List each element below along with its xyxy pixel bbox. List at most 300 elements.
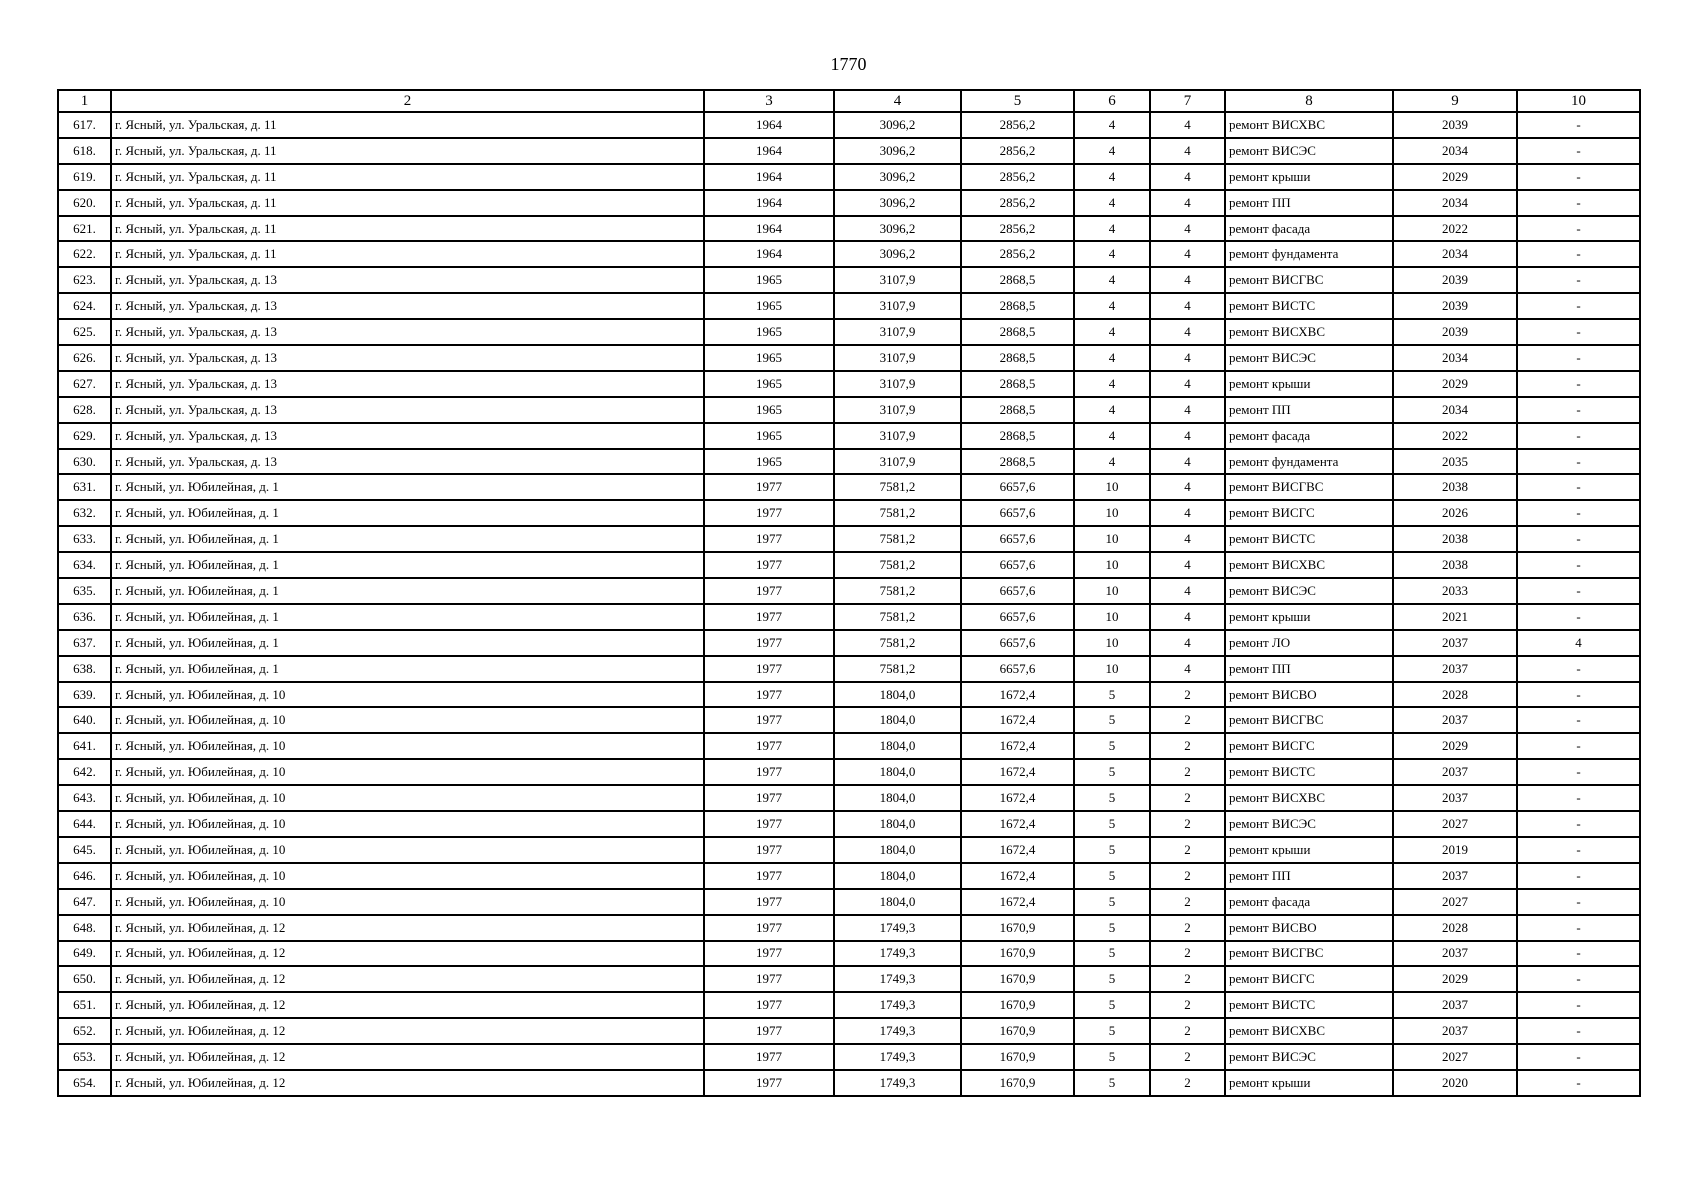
floors-cell: 5 xyxy=(1074,733,1150,759)
row-number-cell: 622. xyxy=(58,241,111,267)
row-number-cell: 642. xyxy=(58,759,111,785)
living-area-cell: 1672,4 xyxy=(961,863,1074,889)
living-area-cell: 2868,5 xyxy=(961,449,1074,475)
year-built-cell: 1965 xyxy=(704,371,834,397)
address-cell: г. Ясный, ул. Юбилейная, д. 10 xyxy=(111,889,704,915)
living-area-cell: 2856,2 xyxy=(961,216,1074,242)
work-type-cell: ремонт ВИСГС xyxy=(1225,966,1393,992)
extra-value-cell: - xyxy=(1517,578,1640,604)
planned-year-cell: 2037 xyxy=(1393,1018,1517,1044)
entrances-cell: 4 xyxy=(1150,578,1225,604)
floors-cell: 10 xyxy=(1074,526,1150,552)
planned-year-cell: 2029 xyxy=(1393,371,1517,397)
row-number-cell: 631. xyxy=(58,474,111,500)
extra-value-cell: - xyxy=(1517,837,1640,863)
living-area-cell: 2856,2 xyxy=(961,112,1074,138)
floors-cell: 5 xyxy=(1074,682,1150,708)
planned-year-cell: 2027 xyxy=(1393,889,1517,915)
entrances-cell: 2 xyxy=(1150,759,1225,785)
planned-year-cell: 2034 xyxy=(1393,345,1517,371)
row-number-cell: 617. xyxy=(58,112,111,138)
year-built-cell: 1977 xyxy=(704,941,834,967)
total-area-cell: 3096,2 xyxy=(834,164,961,190)
living-area-cell: 6657,6 xyxy=(961,604,1074,630)
header-cell-4: 4 xyxy=(834,90,961,112)
living-area-cell: 1670,9 xyxy=(961,966,1074,992)
total-area-cell: 7581,2 xyxy=(834,604,961,630)
planned-year-cell: 2038 xyxy=(1393,552,1517,578)
work-type-cell: ремонт ВИСВО xyxy=(1225,682,1393,708)
total-area-cell: 1804,0 xyxy=(834,837,961,863)
planned-year-cell: 2037 xyxy=(1393,785,1517,811)
extra-value-cell: - xyxy=(1517,707,1640,733)
extra-value-cell: - xyxy=(1517,863,1640,889)
planned-year-cell: 2022 xyxy=(1393,216,1517,242)
planned-year-cell: 2039 xyxy=(1393,267,1517,293)
row-number-cell: 630. xyxy=(58,449,111,475)
entrances-cell: 4 xyxy=(1150,190,1225,216)
extra-value-cell: - xyxy=(1517,733,1640,759)
living-area-cell: 1672,4 xyxy=(961,682,1074,708)
living-area-cell: 1670,9 xyxy=(961,941,1074,967)
living-area-cell: 6657,6 xyxy=(961,526,1074,552)
address-cell: г. Ясный, ул. Юбилейная, д. 1 xyxy=(111,552,704,578)
work-type-cell: ремонт крыши xyxy=(1225,1070,1393,1096)
header-cell-7: 7 xyxy=(1150,90,1225,112)
table-row xyxy=(58,863,1640,889)
living-area-cell: 6657,6 xyxy=(961,630,1074,656)
entrances-cell: 2 xyxy=(1150,941,1225,967)
entrances-cell: 2 xyxy=(1150,682,1225,708)
extra-value-cell: - xyxy=(1517,267,1640,293)
living-area-cell: 1672,4 xyxy=(961,759,1074,785)
extra-value-cell: - xyxy=(1517,785,1640,811)
row-number-cell: 633. xyxy=(58,526,111,552)
year-built-cell: 1964 xyxy=(704,190,834,216)
header-cell-3: 3 xyxy=(704,90,834,112)
year-built-cell: 1965 xyxy=(704,397,834,423)
extra-value-cell: - xyxy=(1517,526,1640,552)
row-number-cell: 637. xyxy=(58,630,111,656)
table-row xyxy=(58,889,1640,915)
year-built-cell: 1977 xyxy=(704,526,834,552)
floors-cell: 4 xyxy=(1074,164,1150,190)
address-cell: г. Ясный, ул. Юбилейная, д. 12 xyxy=(111,915,704,941)
entrances-cell: 4 xyxy=(1150,474,1225,500)
planned-year-cell: 2034 xyxy=(1393,241,1517,267)
year-built-cell: 1965 xyxy=(704,267,834,293)
planned-year-cell: 2039 xyxy=(1393,319,1517,345)
planned-year-cell: 2037 xyxy=(1393,630,1517,656)
year-built-cell: 1977 xyxy=(704,1044,834,1070)
entrances-cell: 4 xyxy=(1150,319,1225,345)
planned-year-cell: 2038 xyxy=(1393,526,1517,552)
extra-value-cell: - xyxy=(1517,138,1640,164)
year-built-cell: 1977 xyxy=(704,552,834,578)
total-area-cell: 7581,2 xyxy=(834,656,961,682)
extra-value-cell: - xyxy=(1517,604,1640,630)
table-row xyxy=(58,966,1640,992)
work-type-cell: ремонт ВИСГС xyxy=(1225,500,1393,526)
table-row xyxy=(58,552,1640,578)
work-type-cell: ремонт крыши xyxy=(1225,164,1393,190)
header-cell-1: 1 xyxy=(58,90,111,112)
extra-value-cell: - xyxy=(1517,915,1640,941)
extra-value-cell: - xyxy=(1517,190,1640,216)
row-number-cell: 652. xyxy=(58,1018,111,1044)
total-area-cell: 3096,2 xyxy=(834,112,961,138)
year-built-cell: 1977 xyxy=(704,682,834,708)
work-type-cell: ремонт ВИСХВС xyxy=(1225,1018,1393,1044)
work-type-cell: ремонт ВИСТС xyxy=(1225,759,1393,785)
address-cell: г. Ясный, ул. Юбилейная, д. 1 xyxy=(111,604,704,630)
planned-year-cell: 2034 xyxy=(1393,138,1517,164)
entrances-cell: 4 xyxy=(1150,112,1225,138)
table-row xyxy=(58,267,1640,293)
planned-year-cell: 2029 xyxy=(1393,966,1517,992)
work-type-cell: ремонт ВИСЭС xyxy=(1225,138,1393,164)
address-cell: г. Ясный, ул. Юбилейная, д. 10 xyxy=(111,759,704,785)
header-cell-10: 10 xyxy=(1517,90,1640,112)
table-row xyxy=(58,112,1640,138)
work-type-cell: ремонт ПП xyxy=(1225,190,1393,216)
planned-year-cell: 2019 xyxy=(1393,837,1517,863)
extra-value-cell: - xyxy=(1517,216,1640,242)
work-type-cell: ремонт фасада xyxy=(1225,423,1393,449)
total-area-cell: 3107,9 xyxy=(834,449,961,475)
address-cell: г. Ясный, ул. Юбилейная, д. 10 xyxy=(111,707,704,733)
total-area-cell: 1804,0 xyxy=(834,889,961,915)
floors-cell: 5 xyxy=(1074,759,1150,785)
table-row xyxy=(58,138,1640,164)
table-row xyxy=(58,1070,1640,1096)
year-built-cell: 1977 xyxy=(704,759,834,785)
address-cell: г. Ясный, ул. Уральская, д. 13 xyxy=(111,371,704,397)
floors-cell: 4 xyxy=(1074,371,1150,397)
floors-cell: 5 xyxy=(1074,1018,1150,1044)
address-cell: г. Ясный, ул. Юбилейная, д. 12 xyxy=(111,966,704,992)
floors-cell: 10 xyxy=(1074,604,1150,630)
year-built-cell: 1977 xyxy=(704,837,834,863)
address-cell: г. Ясный, ул. Юбилейная, д. 1 xyxy=(111,526,704,552)
address-cell: г. Ясный, ул. Уральская, д. 13 xyxy=(111,397,704,423)
floors-cell: 5 xyxy=(1074,707,1150,733)
entrances-cell: 2 xyxy=(1150,837,1225,863)
row-number-cell: 640. xyxy=(58,707,111,733)
floors-cell: 4 xyxy=(1074,267,1150,293)
row-number-cell: 624. xyxy=(58,293,111,319)
planned-year-cell: 2027 xyxy=(1393,811,1517,837)
floors-cell: 4 xyxy=(1074,319,1150,345)
total-area-cell: 1804,0 xyxy=(834,759,961,785)
entrances-cell: 2 xyxy=(1150,1044,1225,1070)
work-type-cell: ремонт ПП xyxy=(1225,863,1393,889)
row-number-cell: 634. xyxy=(58,552,111,578)
address-cell: г. Ясный, ул. Уральская, д. 11 xyxy=(111,241,704,267)
address-cell: г. Ясный, ул. Юбилейная, д. 10 xyxy=(111,733,704,759)
table-row xyxy=(58,164,1640,190)
total-area-cell: 1749,3 xyxy=(834,966,961,992)
year-built-cell: 1965 xyxy=(704,449,834,475)
header-row xyxy=(58,90,1640,112)
floors-cell: 5 xyxy=(1074,966,1150,992)
entrances-cell: 4 xyxy=(1150,526,1225,552)
header-cell-8: 8 xyxy=(1225,90,1393,112)
work-type-cell: ремонт фасада xyxy=(1225,216,1393,242)
work-type-cell: ремонт ВИСХВС xyxy=(1225,112,1393,138)
planned-year-cell: 2037 xyxy=(1393,656,1517,682)
planned-year-cell: 2028 xyxy=(1393,915,1517,941)
row-number-cell: 653. xyxy=(58,1044,111,1070)
total-area-cell: 3107,9 xyxy=(834,397,961,423)
total-area-cell: 7581,2 xyxy=(834,526,961,552)
living-area-cell: 1670,9 xyxy=(961,1018,1074,1044)
living-area-cell: 1670,9 xyxy=(961,1070,1074,1096)
address-cell: г. Ясный, ул. Уральская, д. 11 xyxy=(111,164,704,190)
living-area-cell: 6657,6 xyxy=(961,656,1074,682)
table-row xyxy=(58,785,1640,811)
work-type-cell: ремонт ВИСХВС xyxy=(1225,319,1393,345)
extra-value-cell: 4 xyxy=(1517,630,1640,656)
address-cell: г. Ясный, ул. Уральская, д. 13 xyxy=(111,267,704,293)
planned-year-cell: 2029 xyxy=(1393,733,1517,759)
table-body xyxy=(58,112,1640,1096)
year-built-cell: 1977 xyxy=(704,1070,834,1096)
floors-cell: 5 xyxy=(1074,992,1150,1018)
header-cell-9: 9 xyxy=(1393,90,1517,112)
year-built-cell: 1964 xyxy=(704,164,834,190)
living-area-cell: 2856,2 xyxy=(961,138,1074,164)
address-cell: г. Ясный, ул. Юбилейная, д. 1 xyxy=(111,656,704,682)
entrances-cell: 4 xyxy=(1150,241,1225,267)
entrances-cell: 4 xyxy=(1150,371,1225,397)
planned-year-cell: 2022 xyxy=(1393,423,1517,449)
planned-year-cell: 2034 xyxy=(1393,397,1517,423)
address-cell: г. Ясный, ул. Уральская, д. 11 xyxy=(111,112,704,138)
row-number-cell: 647. xyxy=(58,889,111,915)
entrances-cell: 2 xyxy=(1150,1018,1225,1044)
planned-year-cell: 2026 xyxy=(1393,500,1517,526)
address-cell: г. Ясный, ул. Уральская, д. 13 xyxy=(111,293,704,319)
total-area-cell: 3107,9 xyxy=(834,371,961,397)
floors-cell: 4 xyxy=(1074,345,1150,371)
entrances-cell: 4 xyxy=(1150,423,1225,449)
extra-value-cell: - xyxy=(1517,656,1640,682)
year-built-cell: 1977 xyxy=(704,500,834,526)
extra-value-cell: - xyxy=(1517,474,1640,500)
address-cell: г. Ясный, ул. Юбилейная, д. 12 xyxy=(111,992,704,1018)
row-number-cell: 646. xyxy=(58,863,111,889)
total-area-cell: 1749,3 xyxy=(834,1070,961,1096)
table-row xyxy=(58,604,1640,630)
living-area-cell: 2868,5 xyxy=(961,423,1074,449)
total-area-cell: 1749,3 xyxy=(834,1044,961,1070)
floors-cell: 4 xyxy=(1074,397,1150,423)
total-area-cell: 1804,0 xyxy=(834,733,961,759)
entrances-cell: 4 xyxy=(1150,216,1225,242)
floors-cell: 4 xyxy=(1074,293,1150,319)
total-area-cell: 3107,9 xyxy=(834,293,961,319)
page-number: 1770 xyxy=(830,54,867,74)
table-row xyxy=(58,1044,1640,1070)
floors-cell: 5 xyxy=(1074,1044,1150,1070)
living-area-cell: 1670,9 xyxy=(961,1044,1074,1070)
planned-year-cell: 2037 xyxy=(1393,759,1517,785)
total-area-cell: 3096,2 xyxy=(834,138,961,164)
planned-year-cell: 2033 xyxy=(1393,578,1517,604)
living-area-cell: 2856,2 xyxy=(961,164,1074,190)
work-type-cell: ремонт ВИСТС xyxy=(1225,992,1393,1018)
entrances-cell: 2 xyxy=(1150,992,1225,1018)
extra-value-cell: - xyxy=(1517,449,1640,475)
year-built-cell: 1964 xyxy=(704,112,834,138)
row-number-cell: 625. xyxy=(58,319,111,345)
total-area-cell: 1749,3 xyxy=(834,1018,961,1044)
living-area-cell: 2856,2 xyxy=(961,241,1074,267)
work-type-cell: ремонт ПП xyxy=(1225,656,1393,682)
entrances-cell: 2 xyxy=(1150,785,1225,811)
entrances-cell: 4 xyxy=(1150,500,1225,526)
work-type-cell: ремонт крыши xyxy=(1225,371,1393,397)
work-type-cell: ремонт ЛО xyxy=(1225,630,1393,656)
year-built-cell: 1977 xyxy=(704,1018,834,1044)
year-built-cell: 1977 xyxy=(704,915,834,941)
year-built-cell: 1977 xyxy=(704,992,834,1018)
row-number-cell: 641. xyxy=(58,733,111,759)
extra-value-cell: - xyxy=(1517,500,1640,526)
header-cell-5: 5 xyxy=(961,90,1074,112)
total-area-cell: 3096,2 xyxy=(834,216,961,242)
row-number-cell: 636. xyxy=(58,604,111,630)
row-number-cell: 621. xyxy=(58,216,111,242)
extra-value-cell: - xyxy=(1517,164,1640,190)
address-cell: г. Ясный, ул. Уральская, д. 13 xyxy=(111,319,704,345)
total-area-cell: 7581,2 xyxy=(834,474,961,500)
floors-cell: 4 xyxy=(1074,423,1150,449)
work-type-cell: ремонт фундамента xyxy=(1225,449,1393,475)
living-area-cell: 6657,6 xyxy=(961,500,1074,526)
extra-value-cell: - xyxy=(1517,293,1640,319)
work-type-cell: ремонт ВИСГВС xyxy=(1225,267,1393,293)
row-number-cell: 643. xyxy=(58,785,111,811)
address-cell: г. Ясный, ул. Юбилейная, д. 10 xyxy=(111,785,704,811)
living-area-cell: 1672,4 xyxy=(961,733,1074,759)
table-row xyxy=(58,474,1640,500)
table-row xyxy=(58,216,1640,242)
row-number-cell: 632. xyxy=(58,500,111,526)
living-area-cell: 1672,4 xyxy=(961,811,1074,837)
extra-value-cell: - xyxy=(1517,759,1640,785)
total-area-cell: 1749,3 xyxy=(834,915,961,941)
year-built-cell: 1977 xyxy=(704,604,834,630)
address-cell: г. Ясный, ул. Юбилейная, д. 10 xyxy=(111,811,704,837)
year-built-cell: 1977 xyxy=(704,733,834,759)
table-row xyxy=(58,656,1640,682)
row-number-cell: 618. xyxy=(58,138,111,164)
year-built-cell: 1964 xyxy=(704,138,834,164)
year-built-cell: 1977 xyxy=(704,630,834,656)
address-cell: г. Ясный, ул. Юбилейная, д. 1 xyxy=(111,500,704,526)
row-number-cell: 645. xyxy=(58,837,111,863)
row-number-cell: 619. xyxy=(58,164,111,190)
year-built-cell: 1977 xyxy=(704,707,834,733)
address-cell: г. Ясный, ул. Уральская, д. 13 xyxy=(111,449,704,475)
row-number-cell: 620. xyxy=(58,190,111,216)
living-area-cell: 6657,6 xyxy=(961,552,1074,578)
floors-cell: 4 xyxy=(1074,449,1150,475)
entrances-cell: 2 xyxy=(1150,889,1225,915)
planned-year-cell: 2020 xyxy=(1393,1070,1517,1096)
row-number-cell: 648. xyxy=(58,915,111,941)
work-type-cell: ремонт ПП xyxy=(1225,397,1393,423)
work-type-cell: ремонт ВИСГВС xyxy=(1225,707,1393,733)
entrances-cell: 2 xyxy=(1150,863,1225,889)
work-type-cell: ремонт ВИСВО xyxy=(1225,915,1393,941)
total-area-cell: 3107,9 xyxy=(834,423,961,449)
total-area-cell: 3107,9 xyxy=(834,267,961,293)
work-type-cell: ремонт фасада xyxy=(1225,889,1393,915)
table-row xyxy=(58,733,1640,759)
planned-year-cell: 2037 xyxy=(1393,863,1517,889)
total-area-cell: 3096,2 xyxy=(834,190,961,216)
table-row xyxy=(58,837,1640,863)
row-number-cell: 654. xyxy=(58,1070,111,1096)
floors-cell: 10 xyxy=(1074,552,1150,578)
extra-value-cell: - xyxy=(1517,371,1640,397)
address-cell: г. Ясный, ул. Уральская, д. 11 xyxy=(111,216,704,242)
table-row xyxy=(58,992,1640,1018)
entrances-cell: 4 xyxy=(1150,604,1225,630)
address-cell: г. Ясный, ул. Юбилейная, д. 10 xyxy=(111,863,704,889)
planned-year-cell: 2039 xyxy=(1393,293,1517,319)
floors-cell: 5 xyxy=(1074,863,1150,889)
planned-year-cell: 2037 xyxy=(1393,941,1517,967)
address-cell: г. Ясный, ул. Уральская, д. 11 xyxy=(111,190,704,216)
year-built-cell: 1977 xyxy=(704,578,834,604)
table-row xyxy=(58,190,1640,216)
table-row xyxy=(58,345,1640,371)
table-row xyxy=(58,759,1640,785)
entrances-cell: 4 xyxy=(1150,552,1225,578)
living-area-cell: 2868,5 xyxy=(961,293,1074,319)
table-row xyxy=(58,526,1640,552)
entrances-cell: 4 xyxy=(1150,293,1225,319)
living-area-cell: 6657,6 xyxy=(961,578,1074,604)
extra-value-cell: - xyxy=(1517,423,1640,449)
year-built-cell: 1965 xyxy=(704,319,834,345)
repair-schedule-table xyxy=(57,89,1641,1097)
floors-cell: 10 xyxy=(1074,630,1150,656)
table-row xyxy=(58,941,1640,967)
table-row xyxy=(58,293,1640,319)
planned-year-cell: 2034 xyxy=(1393,190,1517,216)
living-area-cell: 2868,5 xyxy=(961,319,1074,345)
extra-value-cell: - xyxy=(1517,941,1640,967)
total-area-cell: 7581,2 xyxy=(834,500,961,526)
floors-cell: 10 xyxy=(1074,656,1150,682)
total-area-cell: 1804,0 xyxy=(834,785,961,811)
address-cell: г. Ясный, ул. Юбилейная, д. 1 xyxy=(111,578,704,604)
planned-year-cell: 2035 xyxy=(1393,449,1517,475)
living-area-cell: 1670,9 xyxy=(961,992,1074,1018)
total-area-cell: 1804,0 xyxy=(834,707,961,733)
table-row xyxy=(58,630,1640,656)
address-cell: г. Ясный, ул. Юбилейная, д. 1 xyxy=(111,630,704,656)
row-number-cell: 635. xyxy=(58,578,111,604)
floors-cell: 5 xyxy=(1074,837,1150,863)
table-row xyxy=(58,397,1640,423)
living-area-cell: 1672,4 xyxy=(961,707,1074,733)
